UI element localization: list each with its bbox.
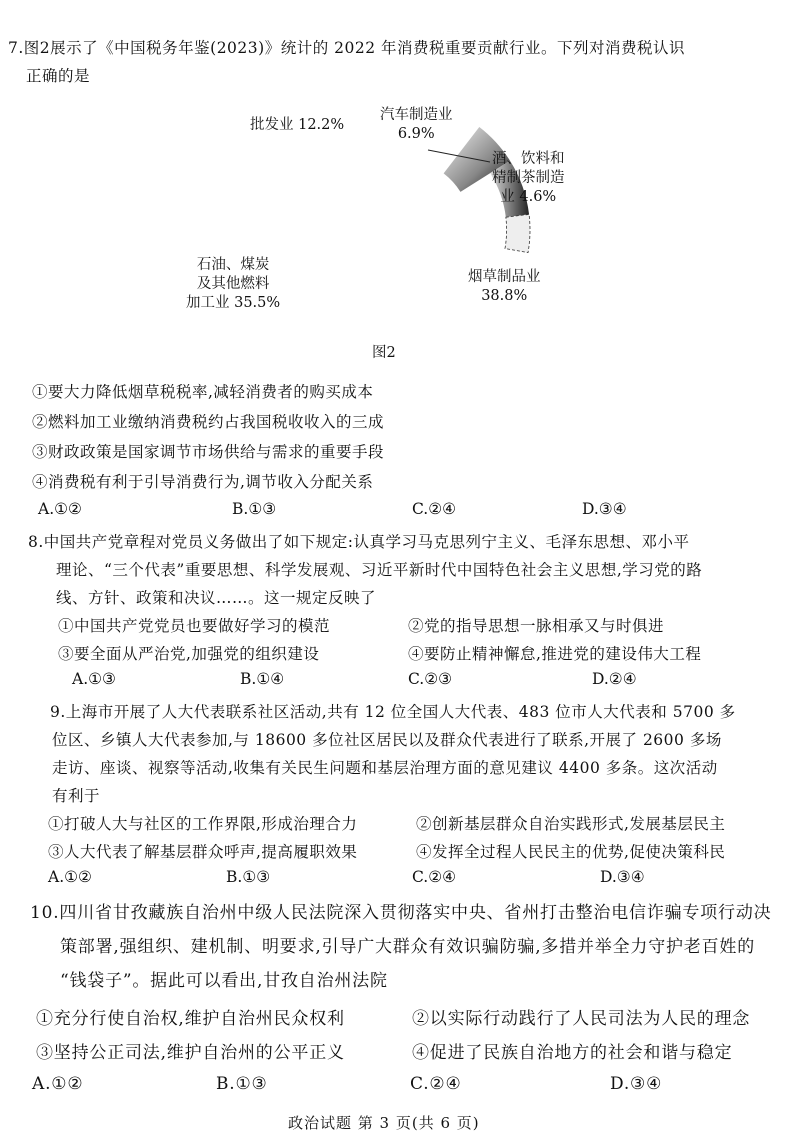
q8-statement-4: ④要防止精神懈怠,推进党的建设伟大工程 xyxy=(408,645,702,663)
q8-statement-2: ②党的指导思想一脉相承又与时俱进 xyxy=(408,617,665,635)
q9-option-a[interactable]: A.①② xyxy=(48,868,92,886)
label-wholesale: 批发业 12.2% xyxy=(250,117,345,133)
q7-stem-line1: 7.图2展示了《中国税务年鉴(2023)》统计的 2022 年消费税重要贡献行业。下列对消费税认识 xyxy=(8,39,685,57)
label-liquor-line2: 精制茶制造 xyxy=(492,169,565,186)
q10-option-a[interactable]: A.①② xyxy=(32,1074,84,1094)
figure-caption: 图2 xyxy=(372,345,396,361)
q7-stem-line2: 正确的是 xyxy=(26,67,91,85)
pie-slice-liquor xyxy=(505,214,530,252)
label-petro-line1: 石油、煤炭 xyxy=(196,257,270,273)
label-auto xyxy=(380,106,453,144)
label-auto-line2: 6.9% xyxy=(397,125,435,142)
q9-stem-line1: 9.上海市开展了人大代表联系社区活动,共有 12 位全国人大代表、483 位市人大代表和 5700 多 xyxy=(50,703,736,721)
q8-stem-line1: 8.中国共产党章程对党员义务做出了如下规定:认真学习马克思列宁主义、毛泽东思想、邓小平 xyxy=(28,533,690,551)
q7-option-d[interactable]: D.③④ xyxy=(582,500,627,518)
q10-option-c[interactable]: C.②④ xyxy=(410,1074,462,1094)
q10-option-d[interactable]: D.③④ xyxy=(610,1074,663,1094)
q10-statement-4: ④促进了民族自治地方的社会和谐与稳定 xyxy=(412,1043,733,1063)
q7-statement-4: ④消费税有利于引导消费行为,调节收入分配关系 xyxy=(32,473,374,491)
q7-statement-1: ①要大力降低烟草税税率,减轻消费者的购买成本 xyxy=(32,383,374,401)
q10-statement-3: ③坚持公正司法,维护自治州的公平正义 xyxy=(36,1043,345,1063)
q9-stem-line2: 位区、乡镇人大代表参加,与 18600 多位社区居民以及群众代表进行了联系,开展了 2600 多场 xyxy=(52,731,722,749)
label-tobacco xyxy=(468,268,541,306)
label-petro-line3: 加工业 35.5% xyxy=(186,294,281,311)
q8-option-c[interactable]: C.②③ xyxy=(408,670,453,688)
q10-stem-line3: “钱袋子”。据此可以看出,甘孜自治州法院 xyxy=(60,971,388,991)
q9-stem-line4: 有利于 xyxy=(52,787,101,805)
q9-option-b[interactable]: B.①③ xyxy=(226,868,271,886)
q7-option-a[interactable]: A.①② xyxy=(38,500,82,518)
label-liquor xyxy=(492,150,565,207)
q9-option-c[interactable]: C.②④ xyxy=(412,868,457,886)
label-petro-line2: 及其他燃料 xyxy=(196,275,270,292)
q8-stem-line2: 理论、“三个代表”重要思想、科学发展观、习近平新时代中国特色社会主义思想,学习党的路 xyxy=(56,561,703,579)
q10-statement-1: ①充分行使自治权,维护自治州民众权利 xyxy=(36,1009,345,1029)
q7-statement-2: ②燃料加工业缴纳消费税约占我国税收收入的三成 xyxy=(32,413,385,431)
label-auto-line1: 汽车制造业 xyxy=(380,107,453,123)
q8-statement-3: ③要全面从严治党,加强党的组织建设 xyxy=(58,645,320,663)
label-liquor-line3: 业 4.6% xyxy=(500,188,557,205)
q9-statement-1: ①打破人大与社区的工作界限,形成治理合力 xyxy=(48,815,358,833)
label-petro xyxy=(186,256,280,313)
q10-stem-line1: 10.四川省甘孜藏族自治州中级人民法院深入贯彻落实中央、省州打击整治电信诈骗专项行动决 xyxy=(30,903,772,923)
q8-statement-1: ①中国共产党党员也要做好学习的模范 xyxy=(58,617,331,635)
label-liquor-line1: 酒、饮料和 xyxy=(492,151,565,167)
q9-stem-line3: 走访、座谈、视察等活动,收集有关民生问题和基层治理方面的意见建议 4400 多条。这次活动 xyxy=(52,759,718,777)
q9-statement-4: ④发挥全过程人民民主的优势,促使决策科民 xyxy=(416,843,726,861)
page-footer: 政治试题 第 3 页(共 6 页) xyxy=(288,1114,480,1132)
q8-option-b[interactable]: B.①④ xyxy=(240,670,285,688)
q7-option-c[interactable]: C.②④ xyxy=(412,500,457,518)
label-tobacco-line2: 38.8% xyxy=(481,287,528,304)
q10-stem-line2: 策部署,强组织、建机制、明要求,引导广大群众有效识骗防骗,多措并举全力守护老百姓的 xyxy=(60,937,756,957)
q8-option-a[interactable]: A.①③ xyxy=(72,670,116,688)
q10-statement-2: ②以实际行动践行了人民司法为人民的理念 xyxy=(412,1009,751,1029)
q7-statement-3: ③财政政策是国家调节市场供给与需求的重要手段 xyxy=(32,443,385,461)
label-tobacco-line1: 烟草制品业 xyxy=(468,269,541,285)
q8-stem-line3: 线、方针、政策和决议……。这一规定反映了 xyxy=(56,589,377,607)
q9-statement-2: ②创新基层群众自治实践形式,发展基层民主 xyxy=(416,815,726,833)
q7-option-b[interactable]: B.①③ xyxy=(232,500,277,518)
q10-option-b[interactable]: B.①③ xyxy=(216,1074,268,1094)
q8-option-d[interactable]: D.②④ xyxy=(592,670,637,688)
q9-option-d[interactable]: D.③④ xyxy=(600,868,645,886)
q9-statement-3: ③人大代表了解基层群众呼声,提高履职效果 xyxy=(48,843,358,861)
